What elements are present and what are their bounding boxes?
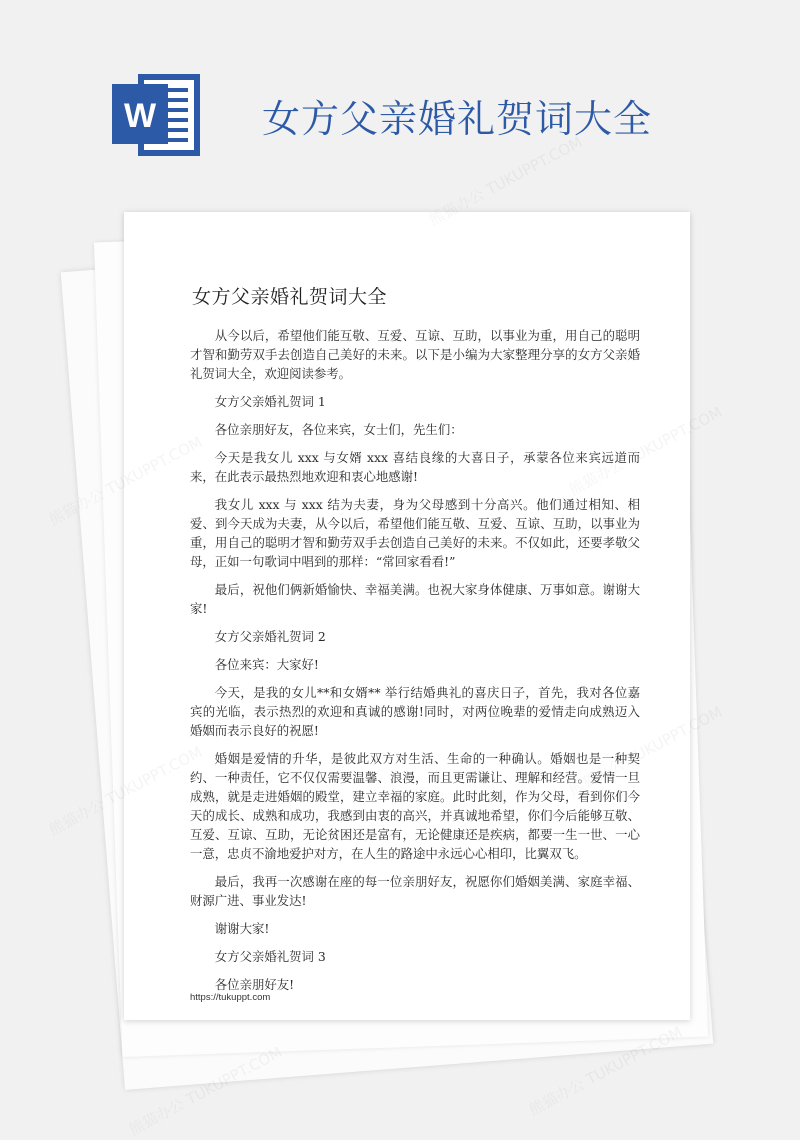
paragraph: 谢谢大家! <box>214 921 270 936</box>
paragraph: 我女儿 xxx 与 xxx 结为夫妻，身为父母感到十分高兴。他们通过相知、相爱、到今天成为夫妻，从今以后，希望他们能互敬、互爱、互谅、互助，以事业为重，用自己的聪明才智和勤劳双手去创造自己美好的未来。不仅如此，还要孝敬父母，正如一句歌词中唱到的那样：“常回家看看!” <box>190 497 640 569</box>
document-title: 女方父亲婚礼贺词大全 <box>192 286 388 308</box>
paragraph-intro: 从今以后，希望他们能互敬、互爱、互谅、互助，以事业为重，用自己的聪明才智和勤劳双手去创造自己美好的未来。以下是小编为大家整理分享的女方父亲婚礼贺词大全，欢迎阅读参考。 <box>190 328 640 381</box>
paragraph: 婚姻是爱情的升华，是彼此双方对生活、生命的一种确认。婚姻也是一种契约、一种责任，它不仅仅需要温馨、浪漫，而且更需谦让、理解和经营。爱情一旦成熟，就是走进婚姻的殿堂，建立幸福的家庭。此时此刻，作为父母，看到你们今天的成长、成熟和成功，我感到由衷的高兴，并真诚地希望，你们今后能够互敬、互爱、互谅、互助，无论贫困还是富有，无论健康还是疾病，都要一生一世、一心一意，忠贞不渝地爱护对方，在人生的路途中永远心心相印，比翼双飞。 <box>190 751 640 861</box>
paragraph: 各位亲朋好友! <box>214 977 295 992</box>
section-heading-3: 女方父亲婚礼贺词 3 <box>214 949 326 964</box>
paragraph: 今天，是我的女儿**和女婿** 举行结婚典礼的喜庆日子，首先，我对各位嘉宾的光临，表示热烈的欢迎和真诚的感谢!同时，对两位晚辈的爱情走向成熟迈入婚姻而表示良好的祝愿! <box>190 685 640 738</box>
word-document-icon <box>110 70 210 160</box>
section-heading-1: 女方父亲婚礼贺词 1 <box>214 394 326 409</box>
word-icon-letter: W <box>123 97 157 135</box>
header-banner <box>0 0 800 200</box>
document-body <box>190 326 640 1003</box>
paragraph: 各位亲朋好友，各位来宾，女士们，先生们： <box>214 422 463 437</box>
header-title: 女方父亲婚礼贺词大全 <box>262 97 653 141</box>
paragraph: 最后，我再一次感谢在座的每一位亲朋好友，祝愿你们婚姻美满、家庭幸福、财源广进、事业发达! <box>190 874 640 908</box>
paragraph: 各位来宾：大家好! <box>214 657 319 672</box>
source-url: https://tukuppt.com <box>190 992 271 1003</box>
paragraph: 今天是我女儿 xxx 与女婿 xxx 喜结良缘的大喜日子，承蒙各位来宾远道而来，在此表示最热烈地欢迎和衷心地感谢! <box>190 450 640 484</box>
paragraph: 最后，祝他们俩新婚愉快、幸福美满。也祝大家身体健康、万事如意。谢谢大家! <box>190 582 640 616</box>
document-page <box>124 212 690 1020</box>
section-heading-2: 女方父亲婚礼贺词 2 <box>214 629 326 644</box>
